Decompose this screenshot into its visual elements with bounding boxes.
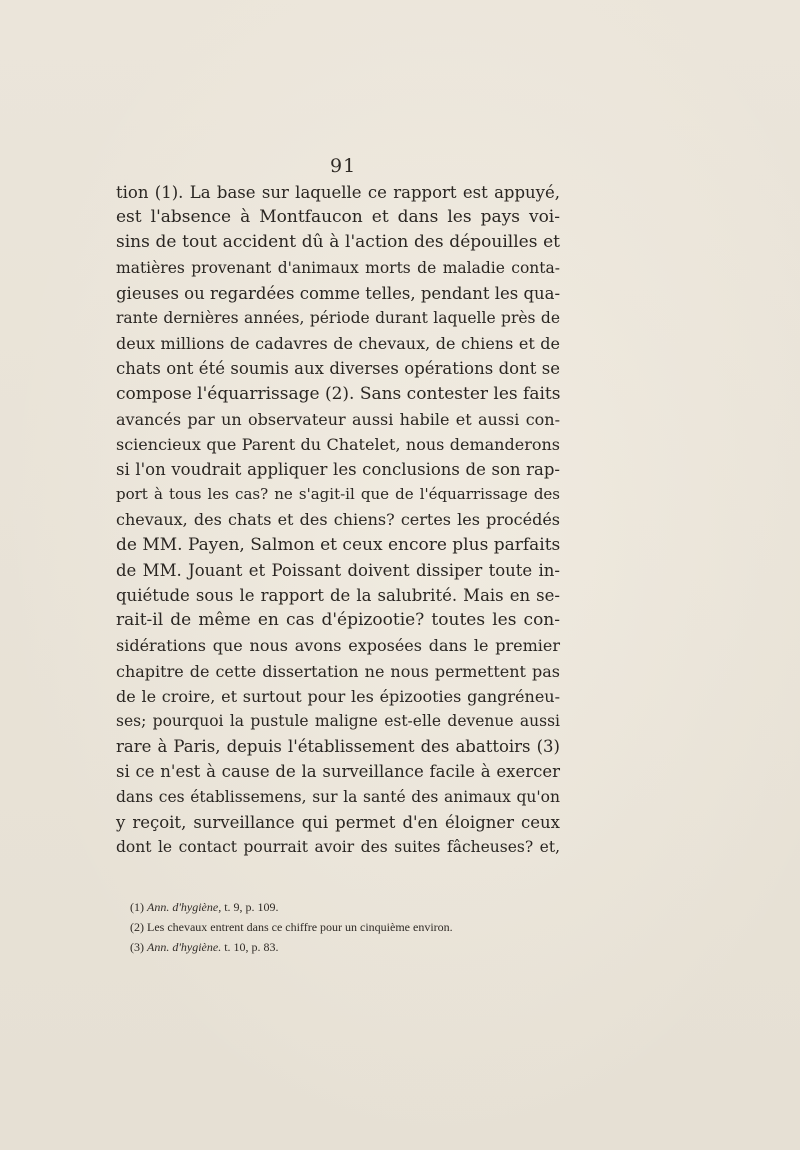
text-line: dont le contact pourrait avoir des suites fâcheuses? et, [116,837,560,856]
text-line: dans ces établissemens, sur la santé des animaux qu'on [116,787,560,806]
text-line: est l'absence à Montfaucon et dans les pays voi- [116,207,560,228]
text-line: de MM. Payen, Salmon et ceux encore plus parfaits [116,534,561,555]
text-line: rare à Paris, depuis l'établissement des abattoirs (3) [116,737,560,757]
footnote-2 [130,917,570,937]
text-line: matières provenant d'animaux morts de maladie conta- [116,258,560,277]
text-line: de MM. Jouant et Poissant doivent dissiper toute in- [116,560,560,580]
text-line: chats ont été soumis aux diverses opérations dont se [116,359,560,379]
text-line: compose l'équarrissage (2). Sans contester les faits [116,383,561,404]
footnote-source: Ann. d'hygiène, [147,900,222,914]
footnote-ref: t. 9, p. 109. [224,900,279,914]
text-line: chevaux, des chats et des chiens? certes les procédés [116,510,560,530]
text-line: sidérations que nous avons exposées dans le premier [116,636,560,656]
text-line: avancés par un observateur aussi habile et aussi con- [116,409,560,429]
footnote-source: Ann. d'hygiène. [147,940,222,954]
footnote-ref: Les chevaux entrent dans ce chiffre pour un cinquième environ. [147,920,453,934]
footnote-marker: (3) [130,940,144,954]
text-line: deux millions de cadavres de chevaux, de chiens et de [116,334,560,354]
text-line: gieuses ou regardées comme telles, pendant les qua- [116,283,561,303]
text-line: ses; pourquoi la pustule maligne est-elle devenue aussi [116,711,560,730]
text-line: si l'on voudrait appliquer les conclusions de son rap- [116,460,560,480]
text-line: sins de tout accident dû à l'action des dépouilles et [116,232,560,253]
footnote-ref: t. 10, p. 83. [224,940,279,954]
text-line: rait-il de même en cas d'épizootie? toutes les con- [116,610,560,631]
footnote-marker: (2) [130,920,144,934]
text-line: y reçoit, surveillance qui permet d'en éloigner ceux [116,812,560,832]
text-line: quiétude sous le rapport de la salubrité. Mais en se- [116,586,560,605]
text-line: tion (1). La base sur laquelle ce rapport est appuyé, [116,183,560,202]
text-line: port à tous les cas? ne s'agit-il que de l'équarrissage des [116,485,560,504]
footnote-marker: (1) [130,900,144,914]
footnotes [130,897,570,957]
text-line: si ce n'est à cause de la surveillance facile à exercer [116,762,560,782]
page-number: 91 [330,155,357,177]
footnote-1 [130,897,570,917]
text-line: sciencieux que Parent du Chatelet, nous demanderons [116,434,560,454]
text-line: chapitre de cette dissertation ne nous permettent pas [116,661,560,681]
text-line: de le croire, et surtout pour les épizooties gangréneu- [116,686,560,706]
footnote-3 [130,937,570,957]
text-line: rante dernières années, période durant laquelle près de [116,308,560,327]
body-text [116,180,560,860]
